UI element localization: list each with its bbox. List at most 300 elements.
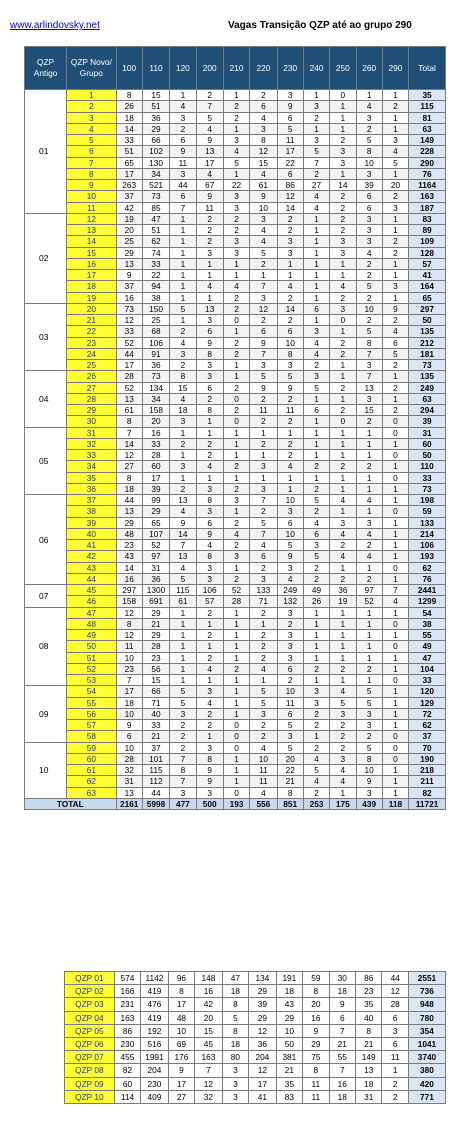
value-cell: 7 [170,202,196,213]
value-cell: 11 [277,135,303,146]
value-cell: 5 [250,247,277,258]
value-cell: 6 [277,517,303,528]
summary-value-cell: 40 [356,1011,382,1024]
summary-value-cell: 17 [168,998,194,1011]
value-cell: 3 [196,562,223,573]
value-cell: 3 [303,697,329,708]
qzp-novo-cell: 41 [67,540,116,551]
row-total-cell: 129 [409,697,446,708]
row-total-cell: 83 [409,213,446,224]
row-total-cell: 163 [409,191,446,202]
value-cell: 37 [116,281,142,292]
value-cell: 31 [142,562,169,573]
value-cell: 1 [170,270,196,281]
value-cell: 3 [330,247,356,258]
value-cell: 4 [330,528,356,539]
value-cell: 22 [277,765,303,776]
value-cell: 47 [142,213,169,224]
value-cell: 1 [330,675,356,686]
value-cell: 4 [196,123,223,134]
value-cell: 28 [116,753,142,764]
value-cell: 4 [356,551,382,562]
value-cell: 1 [303,225,329,236]
value-cell: 1 [382,483,408,494]
value-cell: 1 [196,675,223,686]
value-cell: 29 [116,517,142,528]
row-total-cell: 164 [409,281,446,292]
value-cell: 67 [196,180,223,191]
summary-row [65,985,446,998]
value-cell: 12 [250,303,277,314]
group-label: 07 [25,585,67,608]
value-cell: 9 [250,191,277,202]
value-cell: 4 [330,495,356,506]
table-row [25,675,446,686]
row-total-cell: 104 [409,663,446,674]
total-cell: 118 [382,798,408,809]
summary-value-cell: 18 [329,985,355,998]
value-cell: 1 [330,607,356,618]
summary-value-cell: 80 [222,1051,248,1064]
summary-label: QZP 04 [65,1011,115,1024]
value-cell: 1 [382,270,408,281]
value-cell: 2 [196,450,223,461]
value-cell: 17 [196,157,223,168]
value-cell: 2 [277,292,303,303]
group-label: 01 [25,90,67,214]
value-cell: 1 [223,641,249,652]
value-cell: 91 [142,348,169,359]
summary-label: QZP 03 [65,998,115,1011]
value-cell: 1 [196,416,223,427]
summary-value-cell: 1991 [141,1051,169,1064]
header-col: 120 [170,47,196,90]
value-cell: 16 [142,427,169,438]
summary-value-cell: 176 [168,1051,194,1064]
value-cell: 1 [170,258,196,269]
summary-value-cell: 21 [356,1037,382,1050]
row-total-cell: 82 [409,787,446,798]
value-cell: 1 [330,787,356,798]
value-cell: 3 [250,213,277,224]
table-row [25,303,446,314]
value-cell: 5 [303,495,329,506]
qzp-novo-cell: 31 [67,427,116,438]
value-cell: 7 [116,675,142,686]
value-cell: 1 [330,483,356,494]
row-total-cell: 76 [409,573,446,584]
value-cell: 4 [196,168,223,179]
value-cell: 5 [303,382,329,393]
summary-value-cell: 82 [114,1064,140,1077]
value-cell: 1 [196,270,223,281]
value-cell: 29 [142,506,169,517]
value-cell: 10 [356,765,382,776]
value-cell: 33 [142,438,169,449]
total-cell: 477 [170,798,196,809]
value-cell: 1 [223,630,249,641]
value-cell: 0 [330,315,356,326]
value-cell: 0 [382,675,408,686]
summary-value-cell: 7 [329,1024,355,1037]
value-cell: 2 [223,292,249,303]
value-cell: 1 [330,506,356,517]
value-cell: 0 [223,393,249,404]
table-row [25,315,446,326]
value-cell: 2 [330,135,356,146]
summary-value-cell: 50 [276,1037,302,1050]
value-cell: 8 [356,753,382,764]
value-cell: 3 [277,562,303,573]
value-cell: 3 [223,135,249,146]
value-cell: 97 [356,585,382,596]
value-cell: 42 [116,202,142,213]
row-total-cell: 149 [409,135,446,146]
value-cell: 5 [356,326,382,337]
value-cell: 1 [382,90,408,101]
value-cell: 1 [223,90,249,101]
table-row [25,157,446,168]
value-cell: 2 [356,258,382,269]
value-cell: 2 [330,225,356,236]
value-cell: 2 [303,483,329,494]
summary-value-cell: 43 [276,998,302,1011]
value-cell: 3 [356,225,382,236]
summary-total-cell: 354 [408,1024,445,1037]
value-cell: 1 [382,540,408,551]
summary-value-cell: 3 [222,1064,248,1077]
value-cell: 3 [196,573,223,584]
value-cell: 1 [330,630,356,641]
value-cell: 8 [356,337,382,348]
value-cell: 10 [277,495,303,506]
value-cell: 106 [142,337,169,348]
value-cell: 5 [250,697,277,708]
summary-value-cell: 18 [356,1077,382,1090]
value-cell: 9 [277,101,303,112]
value-cell: 102 [142,146,169,157]
value-cell: 1 [303,213,329,224]
value-cell: 13 [170,495,196,506]
table-row [25,326,446,337]
value-cell: 2 [196,708,223,719]
value-cell: 8 [196,551,223,562]
value-cell: 2 [303,461,329,472]
table-row [25,720,446,731]
value-cell: 2 [330,382,356,393]
summary-value-cell: 29 [303,1037,329,1050]
summary-value-cell: 27 [168,1090,194,1103]
value-cell: 3 [356,213,382,224]
summary-value-cell: 8 [168,985,194,998]
table-row [25,393,446,404]
value-cell: 1 [303,292,329,303]
table-header-row [25,47,446,90]
qzp-novo-cell: 50 [67,641,116,652]
summary-total-cell: 3740 [408,1051,445,1064]
row-total-cell: 49 [409,641,446,652]
value-cell: 1 [330,393,356,404]
summary-value-cell: 10 [168,1024,194,1037]
value-cell: 1 [196,641,223,652]
value-cell: 0 [382,742,408,753]
value-cell: 9 [196,765,223,776]
table-row [25,562,446,573]
value-cell: 5 [223,157,249,168]
summary-value-cell: 35 [356,998,382,1011]
summary-value-cell: 12 [249,1064,277,1077]
value-cell: 99 [142,495,169,506]
value-cell: 3 [277,731,303,742]
value-cell: 2 [196,236,223,247]
value-cell: 5 [196,112,223,123]
qzp-novo-cell: 2 [67,101,116,112]
row-total-cell: 115 [409,101,446,112]
value-cell: 3 [170,787,196,798]
value-cell: 297 [116,585,142,596]
summary-value-cell: 231 [114,998,140,1011]
qzp-novo-cell: 48 [67,618,116,629]
value-cell: 29 [142,123,169,134]
value-cell: 2 [170,326,196,337]
value-cell: 4 [170,393,196,404]
summary-value-cell: 8 [222,1024,248,1037]
value-cell: 1 [223,652,249,663]
value-cell: 1 [382,495,408,506]
value-cell: 3 [170,348,196,359]
value-cell: 4 [250,225,277,236]
value-cell: 39 [142,483,169,494]
value-cell: 4 [250,112,277,123]
summary-value-cell: 23 [356,985,382,998]
value-cell: 1 [170,630,196,641]
value-cell: 13 [356,382,382,393]
value-cell: 3 [382,202,408,213]
row-total-cell: 35 [409,90,446,101]
value-cell: 9 [277,551,303,562]
value-cell: 19 [116,213,142,224]
value-cell: 20 [382,180,408,191]
value-cell: 2 [196,652,223,663]
value-cell: 1 [170,472,196,483]
value-cell: 9 [116,270,142,281]
value-cell: 11 [250,776,277,787]
site-link[interactable]: www.arlindovsky.net [10,20,100,31]
value-cell: 1 [223,708,249,719]
value-cell: 52 [116,382,142,393]
value-cell: 1 [330,438,356,449]
value-cell: 13 [196,146,223,157]
value-cell: 2 [223,663,249,674]
value-cell: 1 [303,652,329,663]
header-col: 210 [223,47,249,90]
value-cell: 1 [277,427,303,438]
summary-label: QZP 09 [65,1077,115,1090]
value-cell: 1300 [142,585,169,596]
value-cell: 3 [223,236,249,247]
value-cell: 12 [116,450,142,461]
row-total-cell: 1164 [409,180,446,191]
value-cell: 21 [142,618,169,629]
value-cell: 107 [142,528,169,539]
summary-row [65,998,446,1011]
value-cell: 3 [170,112,196,123]
value-cell: 1 [303,630,329,641]
table-row [25,135,446,146]
value-cell: 65 [116,157,142,168]
value-cell: 1 [223,427,249,438]
value-cell: 2 [356,461,382,472]
value-cell: 3 [223,551,249,562]
value-cell: 11 [116,641,142,652]
value-cell: 1 [170,315,196,326]
summary-value-cell: 419 [141,1011,169,1024]
value-cell: 1 [356,506,382,517]
value-cell: 2 [330,337,356,348]
value-cell: 28 [142,641,169,652]
value-cell: 16 [116,573,142,584]
value-cell: 1 [303,641,329,652]
value-cell: 5 [170,303,196,314]
value-cell: 2 [303,720,329,731]
row-total-cell: 50 [409,315,446,326]
value-cell: 9 [196,776,223,787]
value-cell: 2 [223,337,249,348]
qzp-novo-cell: 16 [67,258,116,269]
value-cell: 1 [250,427,277,438]
value-cell: 1 [170,236,196,247]
value-cell: 8 [116,416,142,427]
value-cell: 1 [170,641,196,652]
summary-value-cell: 3 [382,1024,408,1037]
value-cell: 9 [382,303,408,314]
value-cell: 14 [116,562,142,573]
value-cell: 28 [223,596,249,607]
value-cell: 2 [356,270,382,281]
value-cell: 3 [170,461,196,472]
value-cell: 2 [250,258,277,269]
summary-value-cell: 11 [303,1077,329,1090]
value-cell: 1 [330,270,356,281]
value-cell: 3 [250,483,277,494]
value-cell: 7 [250,528,277,539]
value-cell: 12 [277,191,303,202]
value-cell: 1 [356,90,382,101]
summary-label: QZP 05 [65,1024,115,1037]
value-cell: 44 [116,495,142,506]
value-cell: 3 [170,168,196,179]
table-row [25,236,446,247]
value-cell: 1 [170,618,196,629]
value-cell: 3 [277,641,303,652]
value-cell: 2 [356,573,382,584]
value-cell: 5 [356,697,382,708]
group-label: 06 [25,495,67,585]
row-total-cell: 181 [409,348,446,359]
table-row [25,270,446,281]
value-cell: 115 [142,765,169,776]
value-cell: 2 [303,708,329,719]
value-cell: 2 [382,236,408,247]
value-cell: 3 [250,708,277,719]
total-cell: 556 [250,798,277,809]
summary-value-cell: 96 [168,972,194,985]
row-total-cell: 62 [409,720,446,731]
value-cell: 2 [303,562,329,573]
value-cell: 2 [330,720,356,731]
value-cell: 5 [382,157,408,168]
table-row [25,371,446,382]
value-cell: 0 [223,742,249,753]
row-total-cell: 133 [409,517,446,528]
summary-value-cell: 69 [168,1037,194,1050]
value-cell: 20 [142,416,169,427]
value-cell: 4 [303,202,329,213]
value-cell: 36 [142,112,169,123]
table-row [25,506,446,517]
table-row [25,416,446,427]
value-cell: 10 [250,753,277,764]
value-cell: 44 [142,787,169,798]
value-cell: 9 [250,337,277,348]
value-cell: 21 [277,776,303,787]
value-cell: 6 [303,528,329,539]
table-row [25,551,446,562]
table-row [25,247,446,258]
table-row [25,787,446,798]
row-total-cell: 33 [409,675,446,686]
value-cell: 2 [277,213,303,224]
value-cell: 5 [170,573,196,584]
value-cell: 2 [277,675,303,686]
value-cell: 1 [303,450,329,461]
header-col: 230 [277,47,303,90]
value-cell: 3 [223,247,249,258]
qzp-novo-cell: 54 [67,686,116,697]
summary-row [65,1024,446,1037]
value-cell: 0 [223,315,249,326]
qzp-novo-cell: 9 [67,180,116,191]
value-cell: 3 [356,168,382,179]
table-row [25,663,446,674]
value-cell: 1 [303,258,329,269]
value-cell: 2 [223,461,249,472]
header-qzp-antigo: QZP Antigo [25,47,67,90]
value-cell: 8 [196,348,223,359]
summary-total-cell: 380 [408,1064,445,1077]
summary-value-cell: 42 [195,998,223,1011]
value-cell: 2 [170,483,196,494]
summary-value-cell: 83 [276,1090,302,1103]
value-cell: 1 [382,112,408,123]
summary-value-cell: 86 [114,1024,140,1037]
value-cell: 4 [382,596,408,607]
value-cell: 60 [142,461,169,472]
value-cell: 691 [142,596,169,607]
value-cell: 14 [116,123,142,134]
value-cell: 3 [277,506,303,517]
value-cell: 1 [382,292,408,303]
value-cell: 1 [382,765,408,776]
qzp-novo-cell: 12 [67,213,116,224]
qzp-novo-cell: 33 [67,450,116,461]
summary-value-cell: 230 [114,1037,140,1050]
value-cell: 7 [116,427,142,438]
value-cell: 1 [223,776,249,787]
value-cell: 3 [356,236,382,247]
table-row [25,360,446,371]
summary-value-cell: 21 [329,1037,355,1050]
